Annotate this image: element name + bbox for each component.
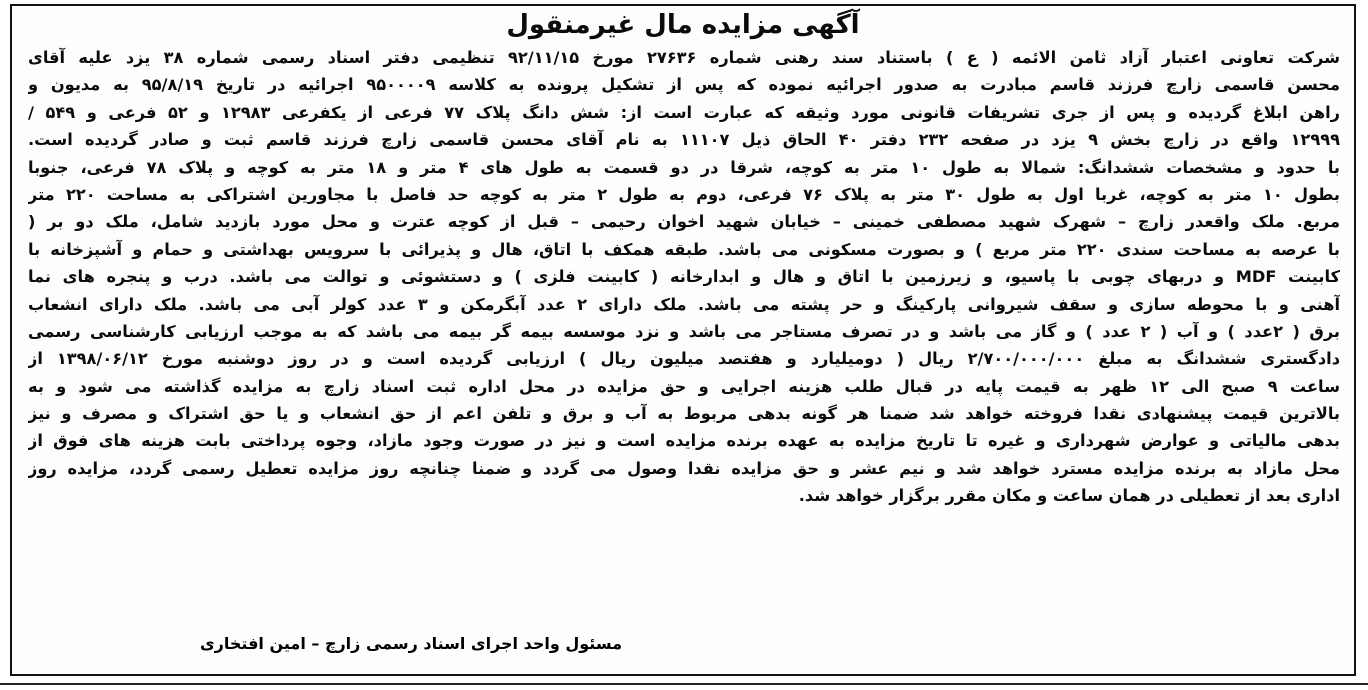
- notice-line: برق ( ۲عدد ) و آب ( ۲ عدد ) و گاز می باشد و در تصرف مستاجر می باشد و نزد موسسه بیمه گر بیمه می باشد که به موجب ارزیابی کارشناسی رسمی: [28, 321, 1340, 341]
- notice-line: با عرصه به مساحت سندی ۲۲۰ متر مربع ) و بصورت مسکونی می باشد. طبقه همکف با اتاق، هال و پذیرائی با سرویس بهداشتی و حمام و آشپزخانه با: [28, 239, 1340, 259]
- notice-line: شرکت تعاونی اعتبار آزاد ثامن الائمه ( ع ) باستناد سند رهنی شماره ۲۷۶۳۶ مورخ ۹۲/۱۱/۱۵ تنظیمی دفتر اسناد رسمی شماره ۳۸ یزد علیه آقای: [28, 48, 1340, 67]
- notice-line-final: اداری بعد از تعطیلی در همان ساعت و مکان مقرر برگزار خواهد شد.: [798, 486, 1340, 506]
- notice-line: مربع. ملک واقعدر زارچ – شهرک شهید مصطفی خمینی – خیابان شهید اخوان رحیمی – قبل از کوچه عترت و محل مورد بازدید شامل، ملک دو بر (: [28, 212, 1340, 232]
- notice-line: کابینت MDF و دربهای چوبی با پاسیو، و زیرزمین با اتاق و هال و ابدارخانه ( کابینت فلزی ) و دستشوئی و توالت می باشد. درب و پنجره های نما: [28, 267, 1340, 287]
- notice-line: با حدود و مشخصات ششدانگ: شمالا به طول ۱۰ متر به کوچه، شرقا در دو قسمت به طول های ۴ متر و ۱۸ متر به کوچه و پلاک ۷۸ فرعی، جنوبا: [28, 157, 1340, 177]
- notice-line: محسن قاسمی زارچ فرزند قاسم مبادرت به صدور اجرائیه نموده که پس از تشکیل پرونده به کلاسه ۹۵۰۰۰۰۹ اجرائیه در تاریخ ۹۵/۸/۱۹ به مدیون و: [28, 75, 1340, 95]
- notice-line: ۱۲۹۹۹ واقع در زارچ بخش ۹ یزد در صفحه ۲۳۲ دفتر ۴۰ الحاق ذیل ۱۱۱۰۷ به نام آقای محسن قاسمی زارچ فرزند قاسم ثبت و صادر گردیده است.: [28, 130, 1340, 150]
- notice-line: دادگستری ششدانگ به مبلغ ۲/۷۰۰/۰۰۰/۰۰۰ ریال ( دومیلیارد و هفتصد میلیون ریال ) ارزیابی گردیده است و در روز دوشنبه مورخ ۱۳۹۸/۰۶/۱۲ از: [28, 349, 1340, 369]
- notice-title: آگهی مزایده مال غیرمنقول: [506, 10, 860, 40]
- notice-line: آهنی و با محوطه سازی و سقف شیروانی پارکینگ و حر پشته می باشد. ملک دارای ۲ عدد آبگرمکن و ۳ عدد کولر آبی می باشد. ملک دارای انشعاب: [28, 294, 1340, 314]
- auction-notice: [10, 4, 1356, 676]
- page-divider: [0, 683, 1368, 685]
- notice-body: [12, 44, 1354, 510]
- notice-signature: مسئول واحد اجرای اسناد رسمی زارچ – امین افتخاری: [200, 634, 623, 653]
- notice-line: راهن ابلاغ گردیده و پس از جری تشریفات قانونی مورد وثیقه که عبارت است از: شش دانگ پلاک ۷۷ فرعی از یکفرعی ۱۲۹۸۳ و ۵۲ فرعی و ۵۴۹ /: [28, 102, 1340, 122]
- notice-line: بطول ۱۰ متر به کوچه، غربا اول به طول ۳۰ متر به پلاک ۷۶ فرعی، دوم به طول ۲ متر به کوچه حد فاصل با مجاورین اشتراکی به مساحت ۲۲۰ متر: [28, 184, 1340, 204]
- notice-line: بدهی مالیاتی و عوارض شهرداری و غیره تا تاریخ مزایده به عهده برنده مزایده است و نیز در صورت وجود مازاد، وجوه پرداختی بابت هزینه های فوق از: [28, 431, 1340, 451]
- notice-line: محل مازاد به برنده مزایده مسترد خواهد شد و نیم عشر و حق مزایده نقدا وصول می گردد و ضمنا چنانچه روز مزایده تعطیل رسمی گردد، مزایده روز: [28, 458, 1340, 478]
- notice-line: ساعت ۹ صبح الی ۱۲ ظهر به قیمت پایه در قبال طلب هزینه اجرایی و حق مزایده در محل اداره ثبت اسناد زارچ به مزایده گذاشته می شود و به: [28, 376, 1340, 396]
- notice-line: بالاترین قیمت پیشنهادی نقدا فروخته خواهد شد ضمنا هر گونه بدهی مربوط به آب و برق و تلفن اعم از حق انشعاب و یا حق اشتراک و مصرف و نیز: [28, 404, 1340, 424]
